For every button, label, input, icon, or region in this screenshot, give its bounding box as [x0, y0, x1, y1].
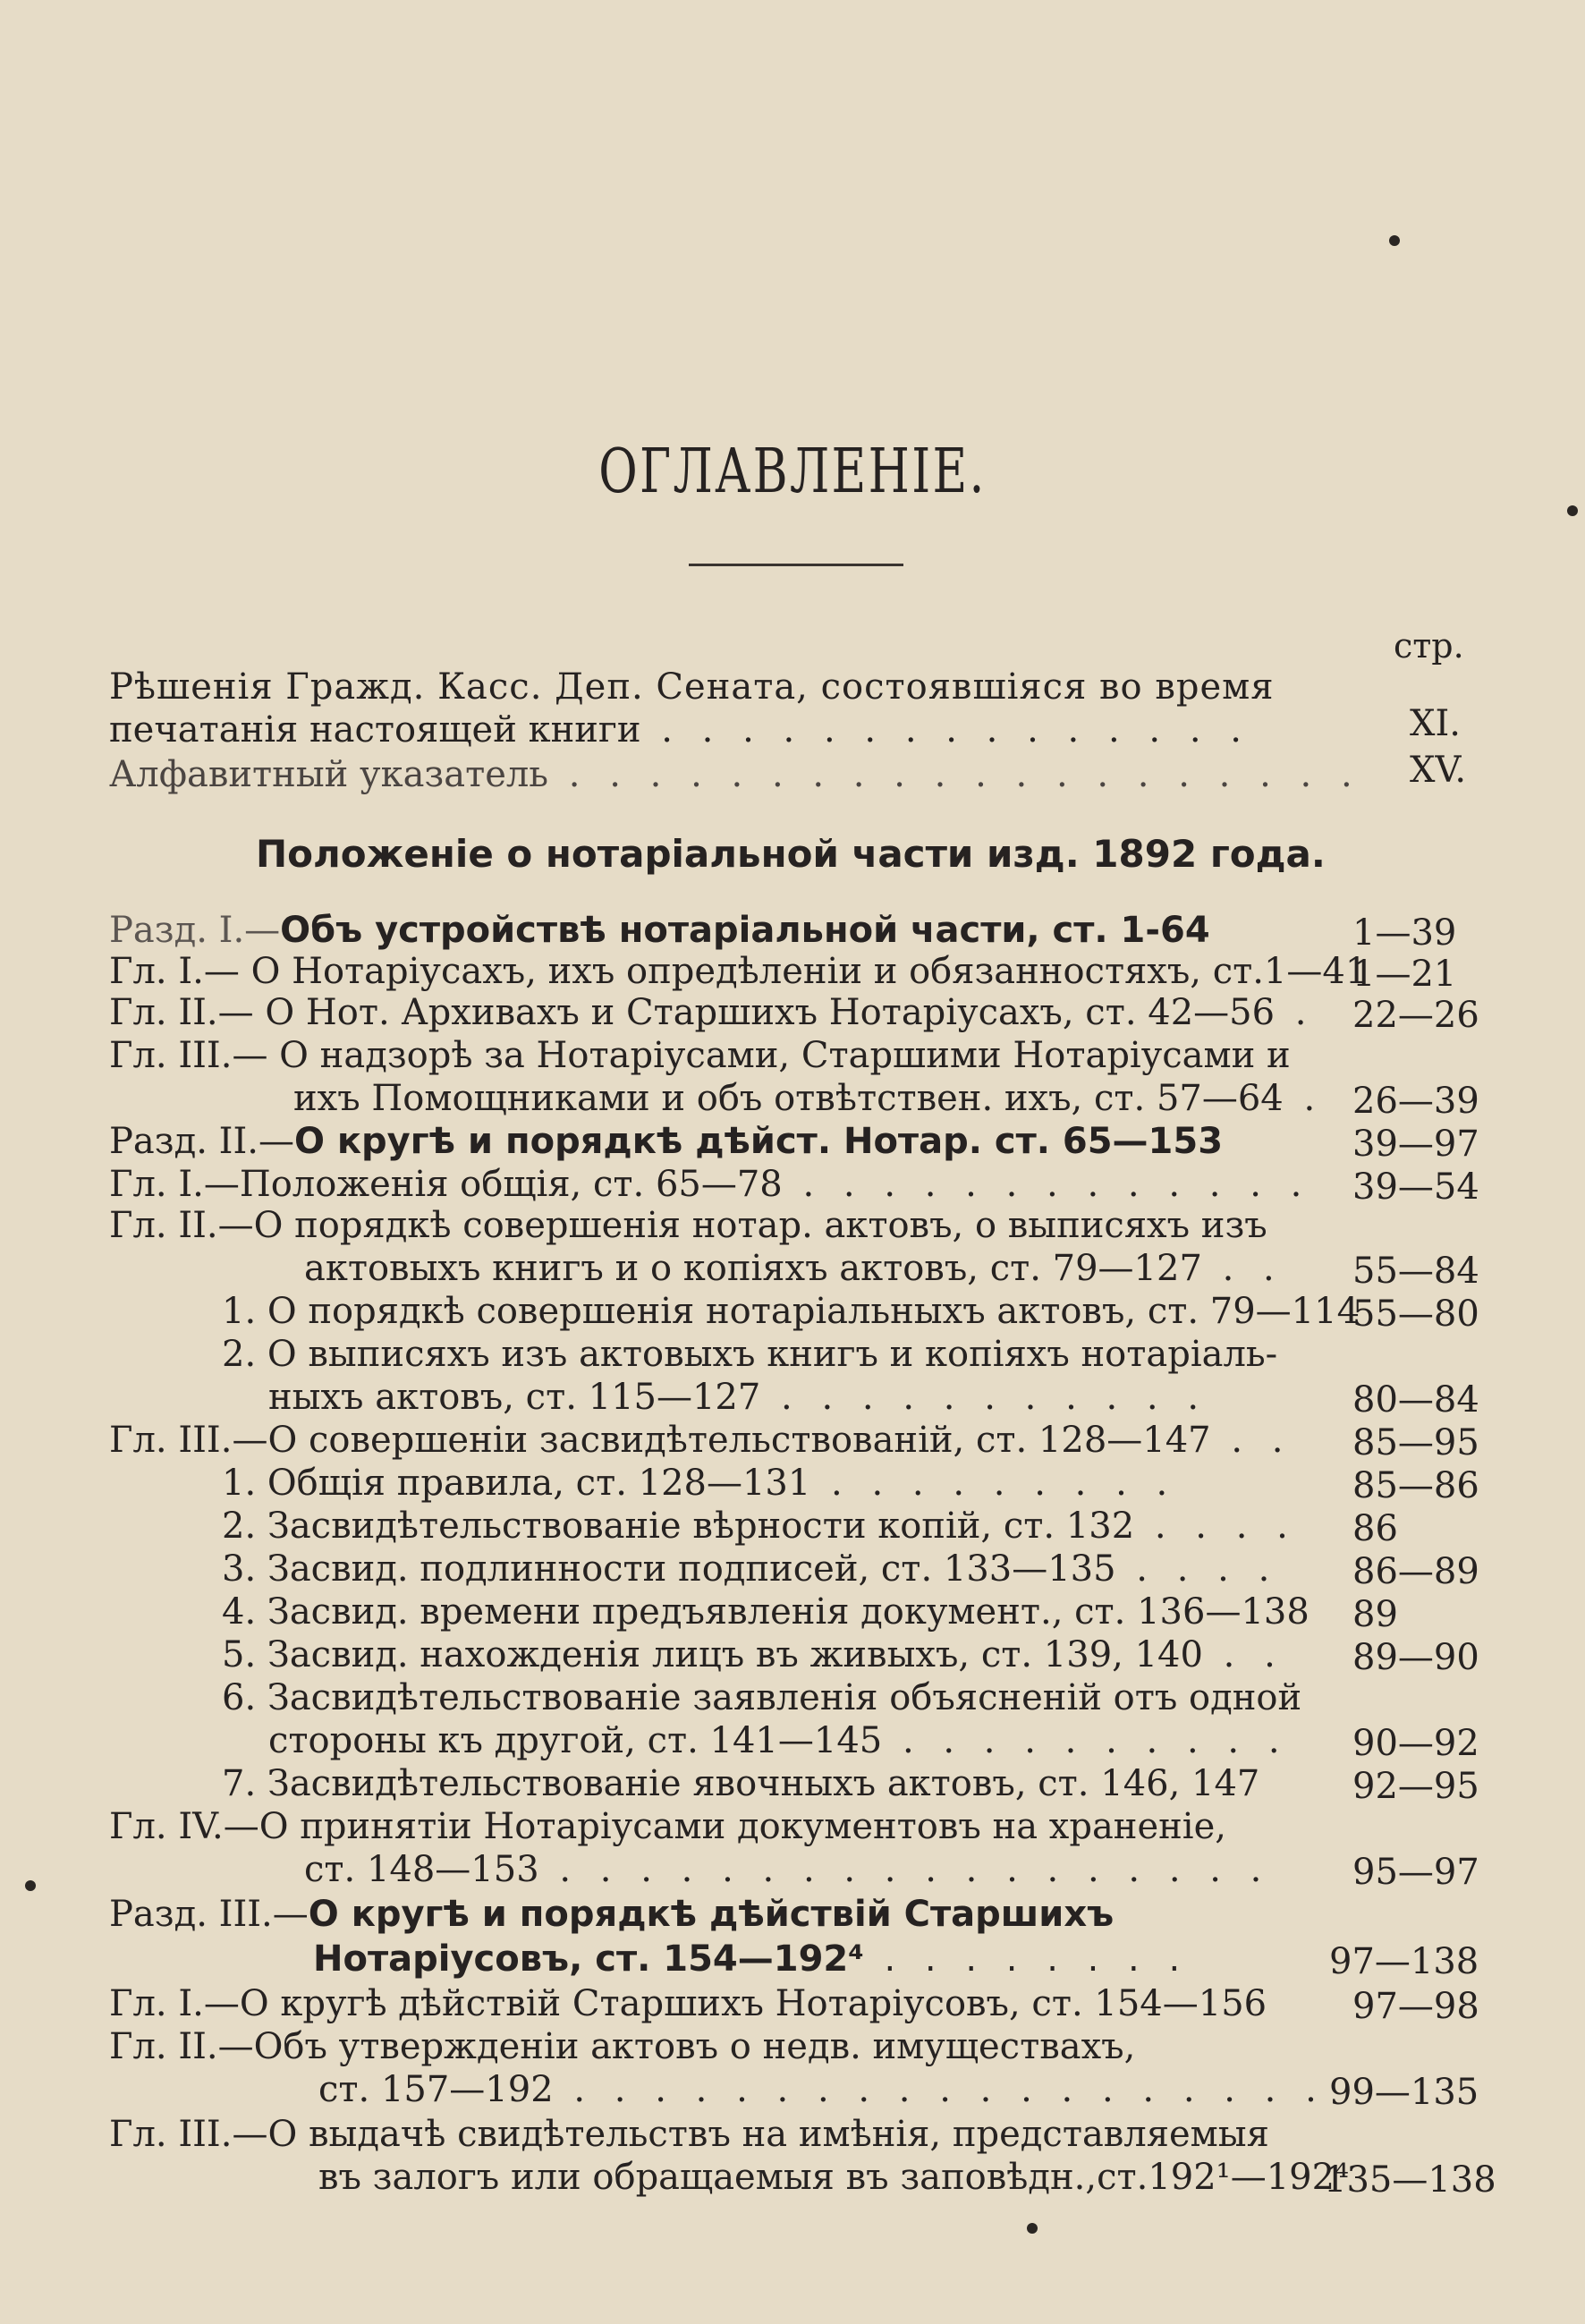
toc-entry-cont: актовыхъ книгъ и о копіяхъ актовъ, ст. 79—127 . .: [304, 1248, 1284, 1289]
toc-page: 86: [1352, 1508, 1398, 1549]
page-title: ОГЛАВЛЕНІЕ.: [598, 437, 987, 507]
toc-entry-cont: Нотаріусовъ, ст. 154—192⁴ . . . . . . . .: [313, 1938, 1190, 1980]
toc-page: 99—135: [1329, 2072, 1479, 2113]
toc-page: 135—138: [1324, 2159, 1496, 2201]
title-divider: [689, 564, 903, 566]
front-entry-text: Рѣшенія Гражд. Касс. Деп. Сената, состоявшіяся во время: [109, 666, 1275, 708]
toc-entry-cont: ст. 148—153 . . . . . . . . . . . . . . . . . .: [304, 1849, 1271, 1890]
toc-page: 86—89: [1352, 1551, 1479, 1592]
toc-entry: Гл. II.— О Нот. Архивахъ и Старшихъ Нотаріусахъ, ст. 42—56 .: [109, 992, 1316, 1033]
toc-entry: Гл. III.—О выдачѣ свидѣтельствъ на имѣнія, представляемыя: [109, 2114, 1269, 2155]
toc-page: 39—54: [1352, 1166, 1479, 1208]
toc-entry-cont: ст. 157—192 . . . . . . . . . . . . . . . . . . .: [318, 2069, 1326, 2110]
toc-entry: Разд. II.—О кругѣ и порядкѣ дѣйст. Нотар. ст. 65—153: [109, 1121, 1224, 1162]
toc-entry: Гл. III.—О совершеніи засвидѣтельствованій, ст. 128—147 . .: [109, 1420, 1293, 1461]
toc-entry: Гл. I.— О Нотаріусахъ, ихъ опредѣленіи и обязанностяхъ, ст.1—41: [109, 951, 1369, 992]
ink-speck: [1027, 2223, 1038, 2234]
toc-entry-cont: ихъ Помощниками и объ отвѣтствен. ихъ, ст. 57—64 .: [293, 1078, 1325, 1119]
toc-entry: Гл. I.—Положенія общія, ст. 65—78 . . . . . . . . . . . . .: [109, 1164, 1311, 1205]
toc-entry: Гл. II.—О порядкѣ совершенія нотар. актовъ, о выписяхъ изъ: [109, 1205, 1267, 1246]
toc-page: 89—90: [1352, 1637, 1479, 1678]
front-entry-page: XI.: [1410, 703, 1461, 744]
toc-entry: Гл. IV.—О принятіи Нотаріусами документовъ на храненіе,: [109, 1806, 1226, 1847]
toc-entry: 5. Засвид. нахожденія лицъ въ живыхъ, ст. 139, 140 . .: [222, 1634, 1284, 1675]
toc-page: 95—97: [1352, 1852, 1479, 1893]
section-heading: Положеніе о нотаріальной части изд. 1892 года.: [256, 832, 1326, 876]
toc-entry: Гл. III.— О надзорѣ за Нотаріусами, Старшими Нотаріусами и: [109, 1035, 1291, 1076]
toc-page: 97—98: [1352, 1986, 1479, 2027]
front-entry-text-cont: печатанія настоящей книги . . . . . . . . . . . . . . .: [109, 709, 1250, 751]
toc-entry: Разд. I.—Объ устройствѣ нотаріальной части, ст. 1-64: [109, 910, 1210, 951]
toc-page: 39—97: [1352, 1124, 1479, 1165]
toc-page: 97—138: [1329, 1941, 1479, 1982]
toc-page: 55—80: [1352, 1293, 1479, 1335]
toc-page: 85—95: [1352, 1422, 1479, 1463]
toc-entry-cont: стороны къ другой, ст. 141—145 . . . . . . . . . .: [268, 1720, 1289, 1761]
toc-entry-cont: ныхъ актовъ, ст. 115—127 . . . . . . . . . . .: [268, 1377, 1208, 1418]
toc-page: 22—26: [1352, 995, 1479, 1036]
toc-entry: 2. Засвидѣтельствованіе вѣрности копій, ст. 132 . . . .: [222, 1506, 1297, 1547]
toc-entry: 3. Засвид. подлинности подписей, ст. 133—135 . . . .: [222, 1548, 1279, 1590]
toc-page: 1—21: [1352, 954, 1457, 995]
toc-entry: Гл. II.—Объ утвержденіи актовъ о недв. имуществахъ,: [109, 2026, 1136, 2067]
toc-page: 1—39: [1352, 912, 1457, 954]
toc-page: 80—84: [1352, 1379, 1479, 1421]
toc-entry: 1. Общія правила, ст. 128—131 . . . . . . . . .: [222, 1463, 1177, 1504]
toc-page: 92—95: [1352, 1766, 1479, 1807]
front-entry-page: XV.: [1410, 750, 1467, 791]
toc-page: 89: [1352, 1594, 1398, 1635]
ink-speck: [1389, 235, 1400, 246]
front-entry-text: Алфавитный указатель . . . . . . . . . . . . . . . . . . . .: [109, 754, 1361, 795]
page-column-header: стр.: [1394, 626, 1464, 666]
toc-page: 55—84: [1352, 1251, 1479, 1292]
toc-page: 90—92: [1352, 1723, 1479, 1764]
ink-speck: [25, 1880, 36, 1891]
toc-entry: Разд. III.—О кругѣ и порядкѣ дѣйствій Старшихъ: [109, 1894, 1115, 1935]
toc-page: 85—86: [1352, 1465, 1479, 1506]
toc-entry: 1. О порядкѣ совершенія нотаріальныхъ актовъ, ст. 79—114: [222, 1291, 1360, 1332]
toc-entry: 2. О выписяхъ изъ актовыхъ книгъ и копіяхъ нотаріаль-: [222, 1334, 1278, 1375]
toc-entry-cont: въ залогъ или обращаемыя въ заповѣдн.,ст.192¹—192⁴: [318, 2157, 1350, 2198]
toc-entry: Гл. I.—О кругѣ дѣйствій Старшихъ Нотаріусовъ, ст. 154—156: [109, 1983, 1267, 2024]
toc-page: 26—39: [1352, 1081, 1479, 1122]
toc-entry: 4. Засвид. времени предъявленія документ., ст. 136—138: [222, 1591, 1310, 1633]
toc-entry: 7. Засвидѣтельствованіе явочныхъ актовъ, ст. 146, 147: [222, 1763, 1260, 1804]
toc-entry: 6. Засвидѣтельствованіе заявленія объясненій отъ одной: [222, 1677, 1302, 1718]
ink-speck: [1567, 505, 1578, 516]
